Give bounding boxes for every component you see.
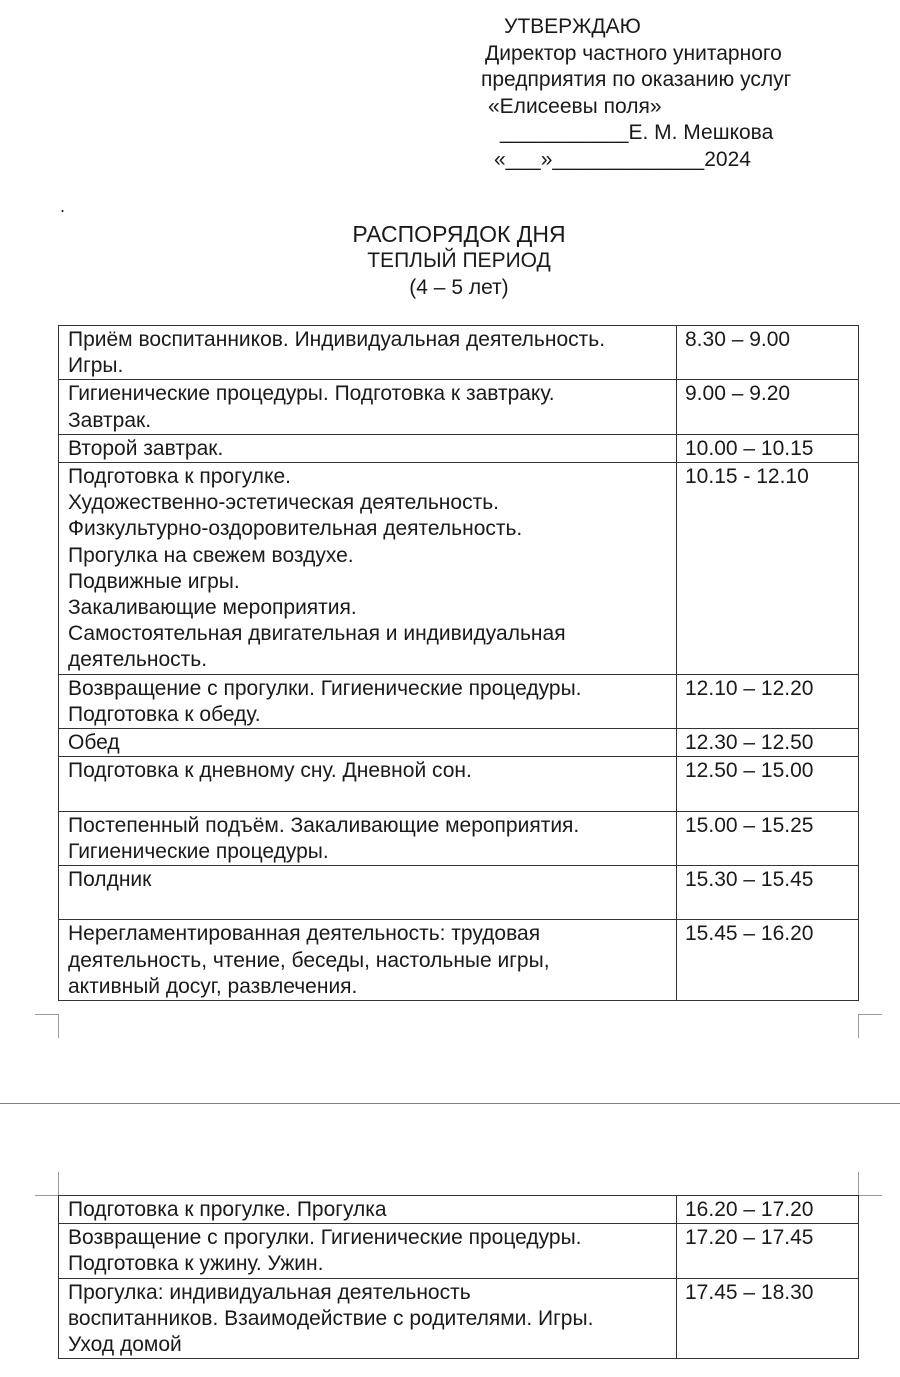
activity-line: Подготовка к прогулке. [68, 465, 292, 489]
approval-block [480, 14, 890, 173]
activity-cell [59, 811, 677, 865]
page-margin-corner-top-right [858, 1172, 882, 1196]
time-cell: 12.50 – 15.00 [677, 757, 859, 811]
time-cell: 17.45 – 18.30 [677, 1278, 859, 1359]
activity-line: Подготовка к дневному сну. Дневной сон. [68, 759, 472, 783]
schedule-row [59, 920, 859, 1001]
time-cell: 8.30 – 9.00 [677, 326, 859, 380]
activity-line [68, 893, 668, 919]
activity-line: Обед [68, 731, 120, 755]
time-cell: 10.15 - 12.10 [677, 463, 859, 675]
schedule-row [59, 434, 859, 462]
activity-line: деятельность. [68, 648, 208, 672]
activity-line: Подготовка к обеду. [68, 702, 261, 726]
schedule-table-page-2 [58, 1195, 859, 1359]
schedule-row [59, 811, 859, 865]
activity-line: Гигиенические процедуры. [68, 839, 329, 863]
time-cell: 12.30 – 12.50 [677, 729, 859, 757]
schedule-row [59, 757, 859, 811]
document-title: РАСПОРЯДОК ДНЯ [352, 221, 566, 247]
schedule-row [59, 674, 859, 728]
document-heading [0, 220, 900, 301]
schedule-row [59, 326, 859, 380]
activity-cell [59, 326, 677, 380]
page-margin-corner-top-left [35, 1172, 59, 1196]
activity-line: Прогулка на свежем воздухе. [68, 543, 354, 567]
schedule-table-page-1 [58, 325, 859, 1001]
activity-line: Подвижные игры. [68, 569, 240, 593]
schedule-row [59, 463, 859, 675]
schedule-row [59, 1224, 859, 1278]
schedule-row [59, 1278, 859, 1359]
activity-line: Художественно-эстетическая деятельность. [68, 491, 499, 515]
time-cell: 10.00 – 10.15 [677, 434, 859, 462]
activity-cell [59, 1196, 677, 1224]
activity-line: Уход домой [68, 1333, 182, 1357]
approval-signature: ___________Е. М. Мешкова [500, 121, 774, 144]
activity-line: Самостоятельная двигательная и индивидуальная [68, 622, 566, 646]
activity-line: Завтрак. [68, 408, 152, 432]
approval-organization: «Елисеевы поля» [488, 94, 662, 118]
time-cell: 15.00 – 15.25 [677, 811, 859, 865]
approval-position-line-2: предприятия по оказанию услуг [481, 68, 792, 91]
time-cell: 15.45 – 16.20 [677, 920, 859, 1001]
activity-cell [59, 380, 677, 434]
activity-cell [59, 674, 677, 728]
activity-cell [59, 920, 677, 1001]
page-margin-corner-bottom-right [858, 1014, 882, 1038]
activity-line: Приём воспитанников. Индивидуальная деятельность. [68, 328, 606, 351]
activity-line: Полдник [68, 868, 152, 892]
activity-line: Второй завтрак. [68, 436, 224, 460]
approval-date: «___»_____________2024 [494, 147, 751, 171]
activity-cell [59, 463, 677, 675]
age-group: (4 – 5 лет) [409, 276, 509, 299]
activity-cell [59, 757, 677, 811]
activity-line: деятельность, чтение, беседы, настольные игры, [68, 948, 550, 972]
activity-line: Гигиенические процедуры. Подготовка к завтраку. [68, 382, 555, 406]
schedule-row [59, 380, 859, 434]
activity-cell [59, 1278, 677, 1359]
activity-line: Физкультурно-оздоровительная деятельность. [68, 517, 523, 541]
time-cell: 9.00 – 9.20 [677, 380, 859, 434]
time-cell: 16.20 – 17.20 [677, 1196, 859, 1224]
activity-line: воспитанников. Взаимодействие с родителями. Игры. [68, 1306, 594, 1330]
activity-line: Подготовка к прогулке. Прогулка [68, 1198, 387, 1221]
activity-cell [59, 729, 677, 757]
activity-line: активный досуг, развлечения. [68, 974, 358, 998]
activity-line: Постепенный подъём. Закаливающие мероприятия. [68, 813, 580, 837]
approval-position-line-1: Директор частного унитарного [485, 41, 782, 65]
activity-cell [59, 1224, 677, 1278]
time-cell: 15.30 – 15.45 [677, 866, 859, 920]
activity-line [68, 784, 668, 810]
activity-line: Игры. [68, 354, 124, 378]
time-cell: 17.20 – 17.45 [677, 1224, 859, 1278]
schedule-row [59, 1196, 859, 1224]
stray-mark: . [60, 196, 66, 216]
page-break-divider [0, 1103, 900, 1104]
page-margin-corner-bottom-left [35, 1014, 59, 1038]
activity-line: Закаливающие мероприятия. [68, 596, 357, 620]
time-cell: 12.10 – 12.20 [677, 674, 859, 728]
approval-title: УТВЕРЖДАЮ [504, 15, 641, 38]
activity-line: Возвращение с прогулки. Гигиенические процедуры. [68, 676, 582, 700]
activity-cell [59, 434, 677, 462]
schedule-row [59, 729, 859, 757]
activity-cell [59, 866, 677, 920]
activity-line: Нерегламентированная деятельность: трудовая [68, 922, 541, 946]
activity-line: Возвращение с прогулки. Гигиенические процедуры. [68, 1226, 582, 1250]
activity-line: Подготовка к ужину. Ужин. [68, 1252, 324, 1276]
activity-line: Прогулка: индивидуальная деятельность [68, 1280, 471, 1304]
document-subtitle: ТЕПЛЫЙ ПЕРИОД [367, 249, 551, 272]
schedule-row [59, 866, 859, 920]
